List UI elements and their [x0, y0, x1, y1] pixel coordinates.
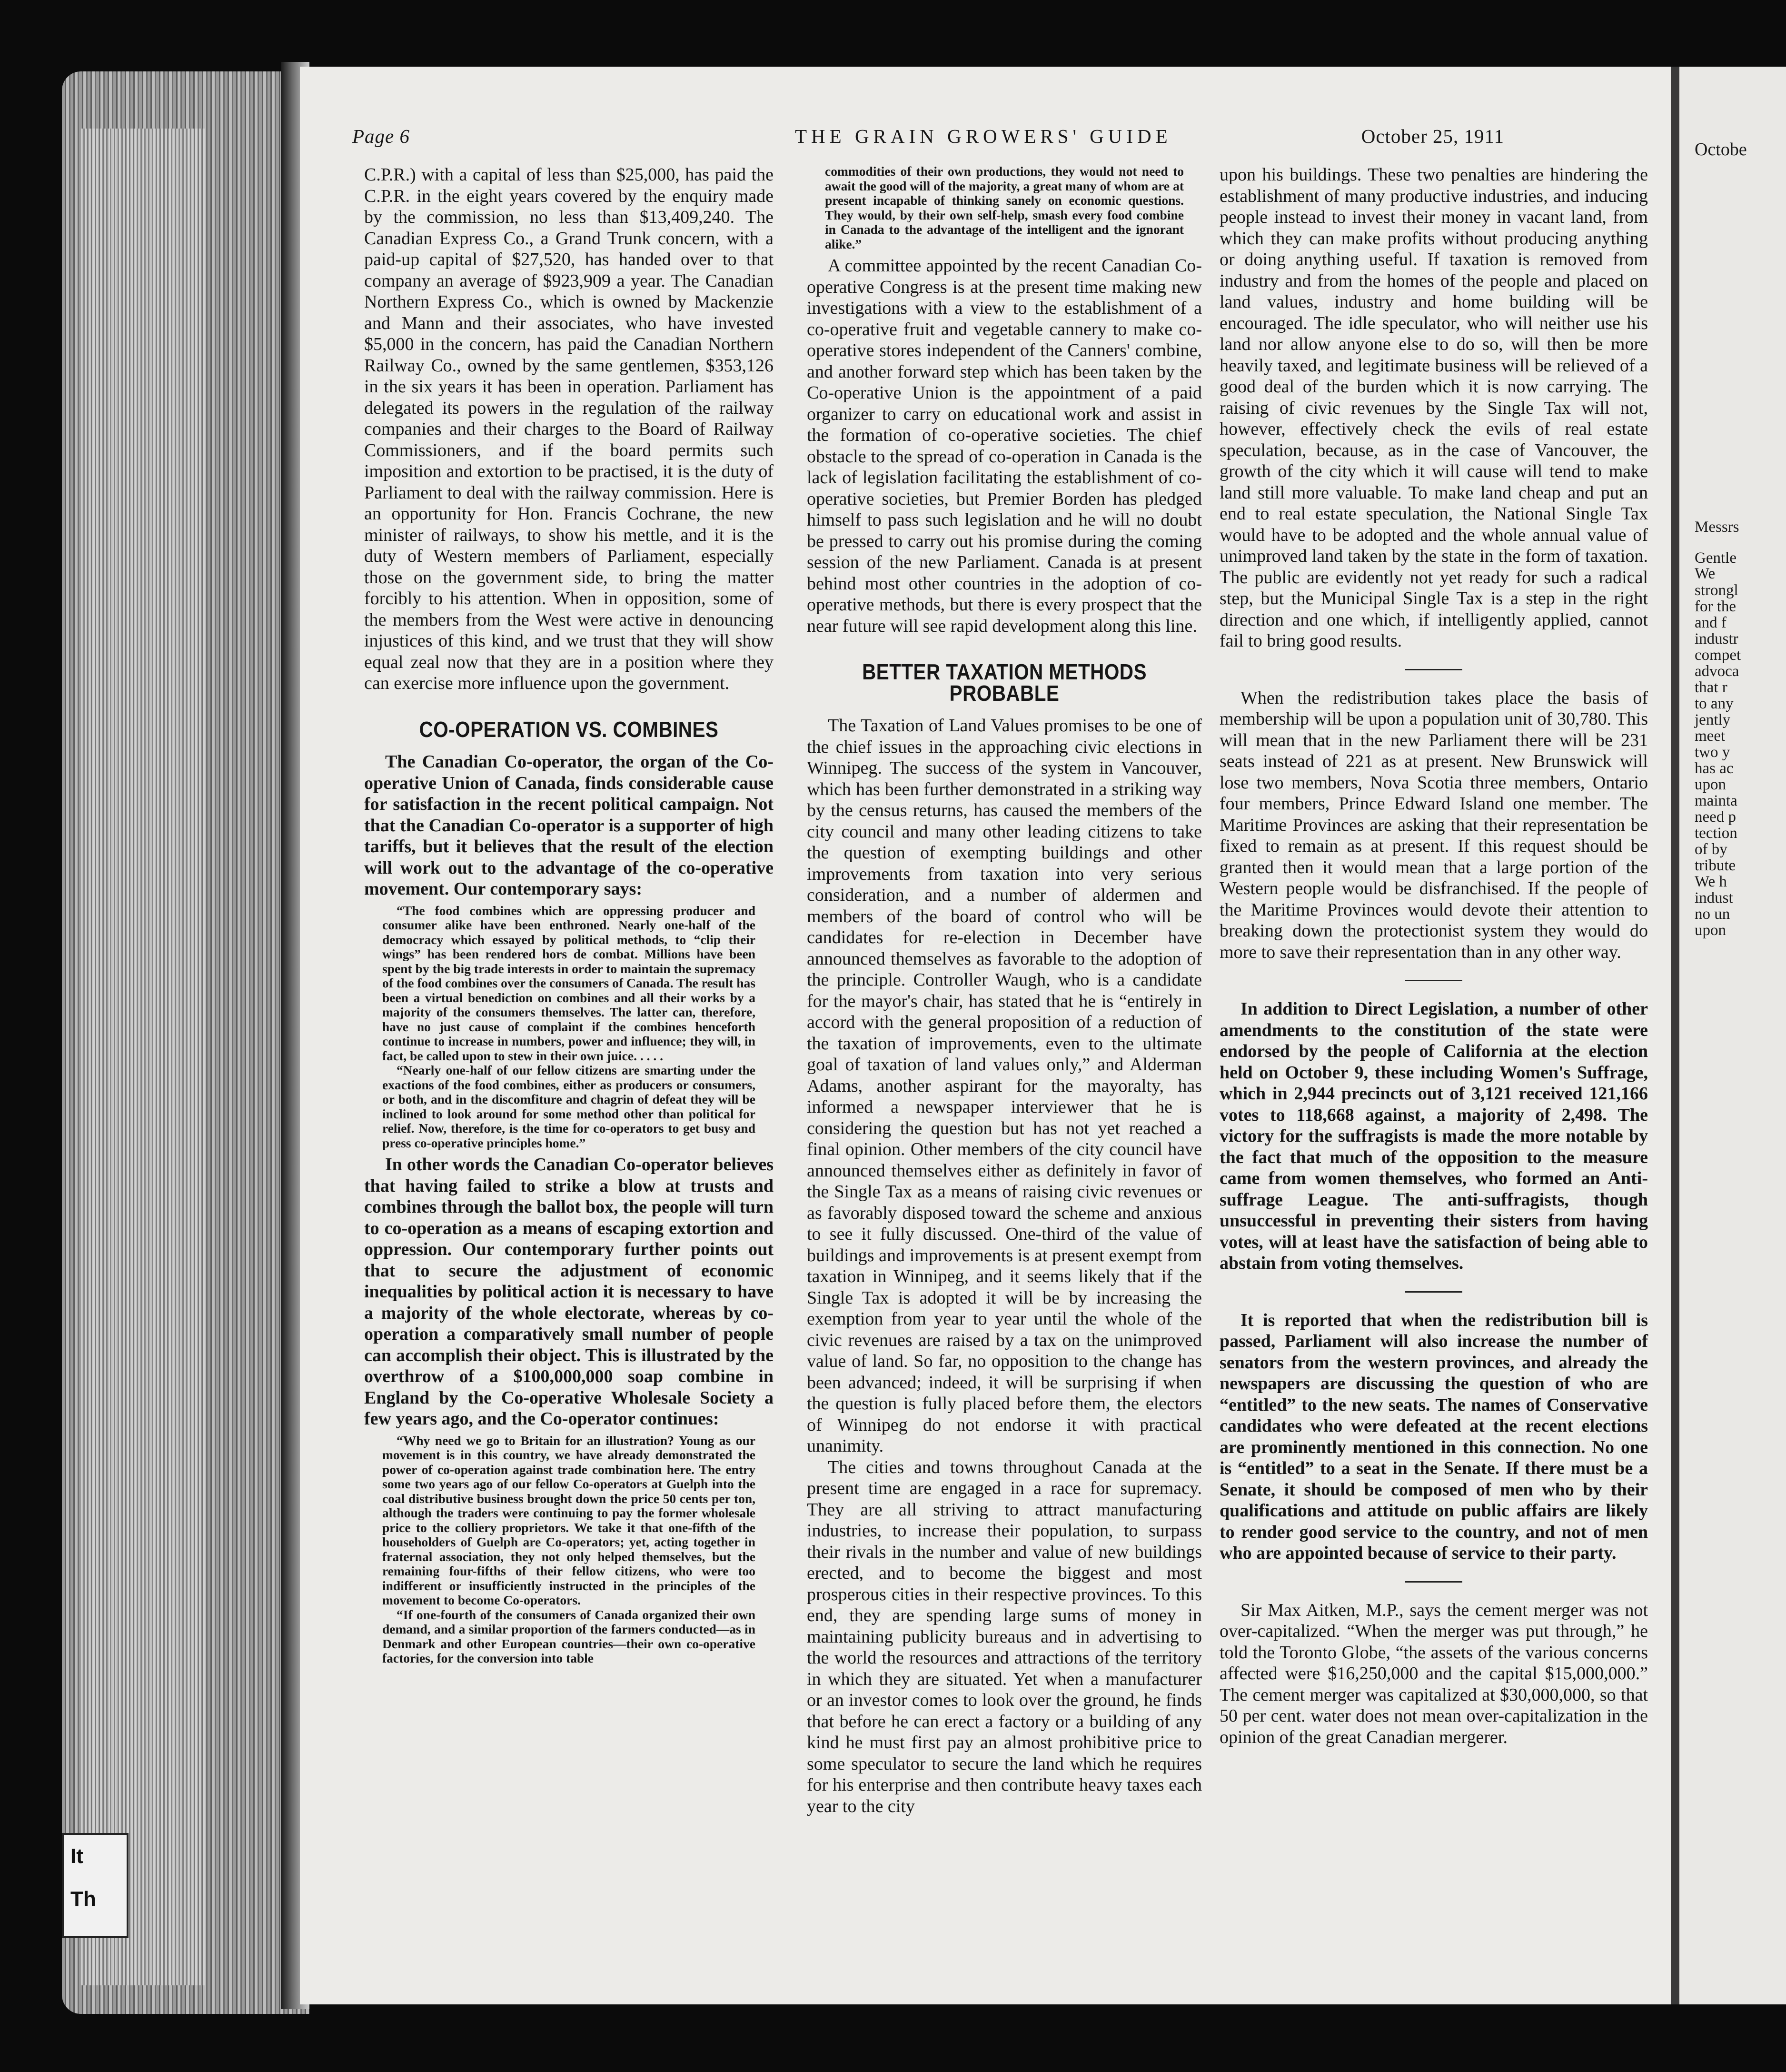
cities-paragraph: The cities and towns throughout Canada at the present time are engaged in a race for supremacy. They are all striving to attract manufacturing industries, to increase their population, to surpass their rivals in the number and value of new buildings erected, and to become the biggest and most prosperous cities in their respective provinces. To this end, they are spending large sums of money in maintaining publicity bureaus and in advertising to the world the resources and attractions of the territory in which they are situated. Yet when a manufacturer or an investor comes to look over the ground, he finds that before he can erect a factory or a building of any kind he must first pay an almost prohibitive price to some speculator to secure the land which he requires for his enterprise and then contribute heavy taxes each year to the city — [807, 1457, 1202, 1816]
page-header — [352, 125, 1504, 153]
cement-merger-paragraph: Sir Max Aitken, M.P., says the cement merger was not over-capitalized. “When the merger was put through,” he told the Toronto Globe, “the assets of the various concerns affected were $16,250,000 and the capital $15,000,000.” The cement merger was capitalized at $30,000,000, so that 50 per cent. water does not mean over-capitalization in the opinion of the great Canadian mergerer. — [1220, 1600, 1648, 1747]
cooperator-quote-continuation: commodities of their own productions, they would not need to await the good will of the majority, a great many of whom are at present incapable of thinking sanely on economic questions. They would, by their own self-help, smash every food combine in Canada to the advantage of the intelligent and the ignorant alike.” — [825, 164, 1184, 251]
cooperator-quote-1: “The food combines which are oppressing producer and consumer alike have been enthroned. Nearly one-half of the democracy which essayed by political methods, to “clip their wings” has been rendered hors de combat. Millions have been spent by the big trade interests in order to maintain the supremacy of the food combines over the consumers of Canada. The result has been a virtual benediction on combines and all their works by a majority of the consumers themselves. The latter can, therefore, have no just cause of complaint if the combines henceforth continue to increase in numbers, power and influence; they will, in fact, be called upon to stew in their own juice. . . . . “Nearly one-half of our fellow citizens are smarting under the exactions of the food combines, either as producers or consumers, or both, and in the discomfiture and chagrin of defeat they will be inclined to look around for some method other than political for relief. Now, therefore, is the time for co-operators to get busy and press co-operative principles home.” — [382, 903, 755, 1150]
divider — [1405, 669, 1462, 670]
divider — [1405, 1581, 1462, 1583]
issue-date: October 25, 1911 — [1361, 125, 1504, 147]
california-paragraph: In addition to Direct Legislation, a number of other amendments to the constitution of the state were endorsed by the people of California at the election held on October 9, these including Women's Suffrage, which in 2,944 precincts out of 3,121 received 121,166 votes to 118,668 against, a majority of 2,498. The victory for the suffragists is made the more notable by the fact that much of the opposition to the measure came from women themselves, who formed an Anti-suffrage League. The anti-suffragists, though unsuccessful in preventing their sisters from having votes, will at least have the satisfaction of being able to abstain from voting themselves. — [1220, 999, 1648, 1273]
column-2 — [807, 164, 1202, 1817]
divider — [1405, 980, 1462, 981]
railway-paragraph: C.P.R.) with a capital of less than $25,000, has paid the C.P.R. in the eight years covered by the enquiry made by the commission, no less than $13,409,240. The Canadian Express Co., a Grand Trunk concern, with a paid-up capital of $27,520, has handed over to that company an average of $923,909 a year. The Canadian Northern Express Co., which is owned by Mackenzie and Mann and their associates, who have invested $5,000 in the concern, has paid the Canadian Northern Railway Co., owned by the same gentlemen, $353,126 in the six years it has been in operation. Parliament has delegated its powers in the regulation of the railway companies and their charges to the Board of Railway Commissioners, and if the board permits such imposition and extortion to be practised, it is the duty of Parliament to deal with the railway commission. Here is an opportunity for Hon. Francis Cochrane, the new minister of railways, to show his mettle, and it is the duty of Western members of Parliament, especially those on the government side, to bring the matter forcibly to his attention. When in opposition, some of the members from the West were active in denouncing injustices of this kind, and we trust that they will show equal zeal now that they are in a position where they can exercise more influence upon the government. — [364, 165, 774, 693]
column-1 — [364, 164, 774, 1670]
land-speculation-paragraph: upon his buildings. These two penalties are hindering the establishment of many productive industries, and inducing people instead to invest their money in vacant land, from which they can make profits without producing anything or doing anything useful. If taxation is removed from industry and from the homes of the people and placed on land values, industry and home building will be encouraged. The idle speculator, who will neither use his land nor allow anyone else to do so, will then be more heavily taxed, and legitimate business will be relieved of a good deal of the burden which it is now carrying. The raising of civic revenues by the Single Tax will not, however, effectively check the evils of real estate speculation, because, as in the case of Vancouver, the growth of the city which it will cause will tend to make land still more valuable. To make land cheap and put an end to real estate speculation, the National Single Tax would have to be adopted and the whole annual value of unimproved land taken by the state in the form of taxation. The public are evidently not yet ready for such a radical step, but the Municipal Single Tax is a step in the right direction and one which, if intelligently applied, cannot fail to bring good results. — [1220, 165, 1648, 651]
column-3 — [1220, 164, 1648, 1748]
bound-page-stack — [62, 71, 309, 2014]
redistribution-paragraph: When the redistribution takes place the basis of membership will be upon a population unit of 30,780. This will mean that in the new Parliament there will be 231 seats instead of 221 as at present. New Brunswick will lose two members, Nova Scotia three members, Ontario four members, Prince Edward Island one member. The Maritime Provinces are asking that their representation be fixed to remain as at present. If this request should be granted then it would mean that a large portion of the Western people would be disfranchised. If the people of the Maritime Provinces would devote their attention to breaking down the protectionist system they would do more to save their representation than in any other way. — [1220, 687, 1648, 962]
headline-cooperation-vs-combines: CO-OPERATION VS. COMBINES — [419, 717, 719, 742]
committee-paragraph: A committee appointed by the recent Canadian Co-operative Congress is at the present time making new investigations with a view to the establishment of a co-operative fruit and vegetable cannery to make co-operative stores independent of the Canners' combine, and another forward step which has been taken by the Co-operative Union is the appointment of a paid organizer to carry on educational work and assist in the formation of co-operative societies. The chief obstacle to the spread of co-operation in Canada is the lack of legislation facilitating the establishment of co-operative societies, but Premier Borden has pledged himself to pass such legislation and he will no doubt be pressed to carry out his promise during the coming session of the new Parliament. Canada is at present behind most other countries in the adoption of co-operative methods, but there is every prospect that the near future will see rapid development along this line. — [807, 256, 1202, 636]
page-number: Page 6 — [352, 125, 410, 147]
next-page-edge: Octobe Messrs Gentle We strongl for the and f industr compet advoca that r to any jently meet two y has ac upon mainta need p tection of by tribute We h indust no un upon — [1671, 67, 1786, 2004]
cooperator-lead-paragraph: The Canadian Co-operator, the organ of the Co-operative Union of Canada, finds considerable cause for satisfaction in the recent political campaign. Not that the Canadian Co-operator is a supporter of high tariffs, but it believes that the result of the election will work out to the advantage of the co-operative movement. Our contemporary says: — [364, 752, 774, 899]
page-edges — [81, 129, 205, 1985]
senators-paragraph: It is reported that when the redistribution bill is passed, Parliament will also increase the number of senators from the western provinces, and already the newspapers are discussing the question of who are “entitled” to the new seats. The names of Conservative candidates who were defeated at the recent elections are prominently mentioned in this connection. No one is “entitled” to a seat in the Senate. If there must be a Senate, it should be composed of men who by their qualifications and attitude on public affairs are likely to render good service to the country, and not of men who are appointed because of service to their party. — [1220, 1310, 1648, 1563]
taxation-paragraph: The Taxation of Land Values promises to be one of the chief issues in the approaching civic elections in Winnipeg. The success of the system in Vancouver, which has been further demonstrated in a striking way by the census returns, has caused the members of the city council and many other leading citizens to take the question of exempting buildings and other improvements from taxation into very serious consideration, and a number of aldermen and members of the board of control who will be candidates for re-election in December have announced themselves as favorable to the adoption of the principle. Controller Waugh, who is a candidate for the mayor's chair, has stated that he is “entirely in accord with the general proposition of a reduction of the taxation of improvements, even to the ultimate goal of taxation of land values only,” and Alderman Adams, another aspirant for the mayoralty, has informed a newspaper interviewer that he is considering the question but has not yet reached a final opinion. Other members of the city council have announced themselves either as definitely in favor of the Single Tax as a means of raising civic revenues or as favorably disposed toward the scheme and anxious to see it fully discussed. One-third of the value of buildings and improvements is at present exempt from taxation in Winnipeg, and it seems likely that if the Single Tax is adopted it will be by increasing the exemption from year to year until the whole of the civic revenues are raised by a tax on the unimproved value of land. So far, no opposition to the change has been advanced; indeed, it will be surprising if when the question is fully placed before them, the electors of Winnipeg do not endorse it with practical unanimity. — [807, 716, 1202, 1456]
divider — [1405, 1291, 1462, 1293]
next-page-header-fragment: Octobe — [1695, 139, 1747, 159]
cooperator-quote-2: “Why need we go to Britain for an illustration? Young as our movement is in this country, we have already demonstrated the power of co-operation against trade combination here. The entry some two years ago of our fellow Co-operators at Guelph into the coal distributive business brought down the price 50 cents per ton, although the traders were continuing to pay the former wholesale price to the colliery proprietors. We take it that one-fifth of the householders of Guelph are Co-operators; yet, acting together in fraternal association, they not only helped themselves, but the remaining four-fifths of their fellow citizens, who were too indifferent or insufficiently instructed in the principles of the movement to become Co-operators. “If one-fourth of the consumers of Canada organized their own demand, and a similar proportion of the farmers conducted—as in Denmark and other European countries—their own co-operative factories, for the conversion into table — [382, 1433, 755, 1665]
newspaper-title: THE GRAIN GROWERS' GUIDE — [795, 125, 1172, 147]
left-edge-fragment: It Th — [62, 1833, 129, 1938]
headline-better-taxation: BETTER TAXATION METHODS PROBABLE — [862, 659, 1147, 706]
cooperator-middle-paragraph: In other words the Canadian Co-operator believes that having failed to strike a blow at trusts and combines through the ballot box, the people will turn to co-operation as a means of escaping extortion and oppression. Our contemporary further points out that to secure the adjustment of economic inequalities by political action it is necessary to have a majority of the whole electorate, whereas by co-operation a comparatively small number of people can accomplish their object. This is illustrated by the overthrow of a $100,000,000 soap combine in England by the Co-operative Wholesale Society a few years ago, and the Co-operator continues: — [364, 1155, 774, 1429]
